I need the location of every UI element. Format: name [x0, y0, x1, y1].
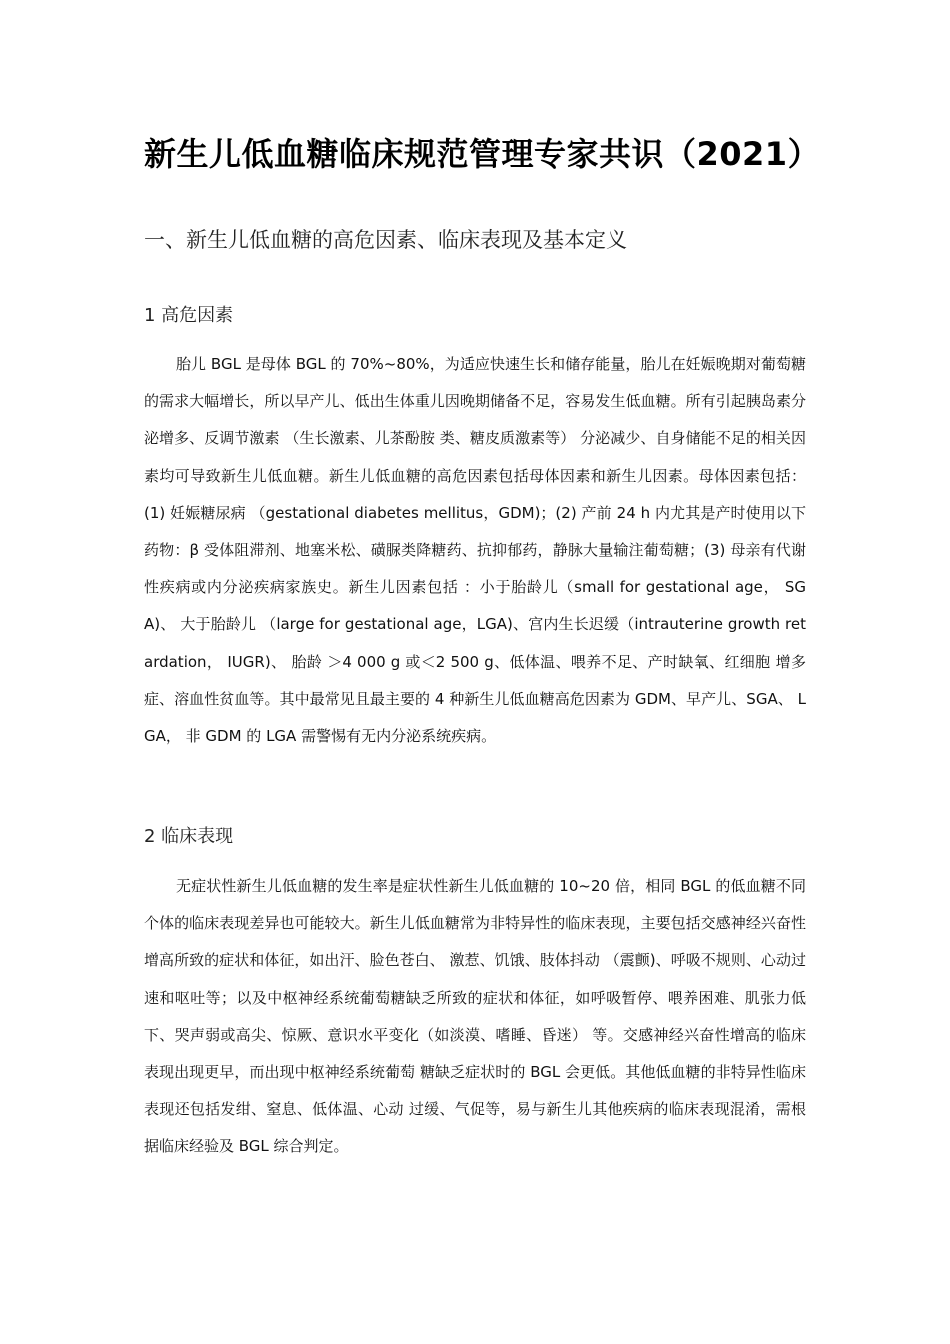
paragraph-risk-factors: 胎儿 BGL 是母体 BGL 的 70%~80%，为适应快速生长和储存能量，胎儿在妊娠晚期对葡萄糖的需求大幅增长，所以早产儿、低出生体重儿因晚期储备不足，容易发生低血糖。所有引起胰岛素分泌增多、反调节激素 （生长激素、儿茶酚胺 类、糖皮质激素等） 分泌减少、自身储能不足的相关因素均可导致新生儿低血糖。新生儿低血糖的高危因素包括母体因素和新生儿因素。母体因素包括：(1) 妊娠糖尿病 （gestational diabetes mellitus，GDM)；(2) 产前 24 h 内尤其是产时使用以下药物：β 受体阻滞剂、地塞米松、磺脲类降糖药、抗抑郁药，静脉大量输注葡萄糖；(3) 母亲有代谢性疾病或内分泌疾病家族史。新生儿因素包括 ：小于胎龄儿（small for gestational age， SGA)、 大于胎龄儿 （large for gestational age，LGA)、宫内生长迟缓（intrauterine growth retardation， IUGR)、 胎龄 ＞4 000 g 或＜2 500 g、低体温、喂养不足、产时缺氧、红细胞 增多症、溶血性贫血等。其中最常见且最主要的 4 种新生儿低血糖高危因素为 GDM、早产儿、SGA、 LGA， 非 GDM 的 LGA 需警惕有无内分泌系统疾病。	[144, 355, 806, 746]
paragraph-clinical-manifestations: 无症状性新生儿低血糖的发生率是症状性新生儿低血糖的 10~20 倍，相同 BGL 的低血糖不同个体的临床表现差异也可能较大。新生儿低血糖常为非特异性的临床表现，主要包括交感神经兴奋性增高所致的症状和体征，如出汗、脸色苍白、 激惹、饥饿、肢体抖动 （震颤)、呼吸不规则、心动过速和呕吐等；以及中枢神经系统葡萄糖缺乏所致的症状和体征，如呼吸暂停、喂养困难、肌张力低下、哭声弱或高尖、惊厥、意识水平变化（如淡漠、嗜睡、昏迷） 等。交感神经兴奋性增高的临床表现出现更早，而出现中枢神经系统葡萄 糖缺乏症状时的 BGL 会更低。其他低血糖的非特异性临床表现还包括发绀、窒息、低体温、心动 过缓、气促等，易与新生儿其他疾病的临床表现混淆，需根据临床经验及 BGL 综合判定。	[144, 877, 806, 1156]
section-heading-1: 一、新生儿低血糖的高危因素、临床表现及基本定义	[144, 228, 627, 252]
document-title: 新生儿低血糖临床规范管理专家共识（2021）	[144, 135, 821, 173]
subsection-heading-clinical-manifestations: 2 临床表现	[144, 826, 234, 847]
subsection-heading-risk-factors: 1 高危因素	[144, 305, 234, 326]
